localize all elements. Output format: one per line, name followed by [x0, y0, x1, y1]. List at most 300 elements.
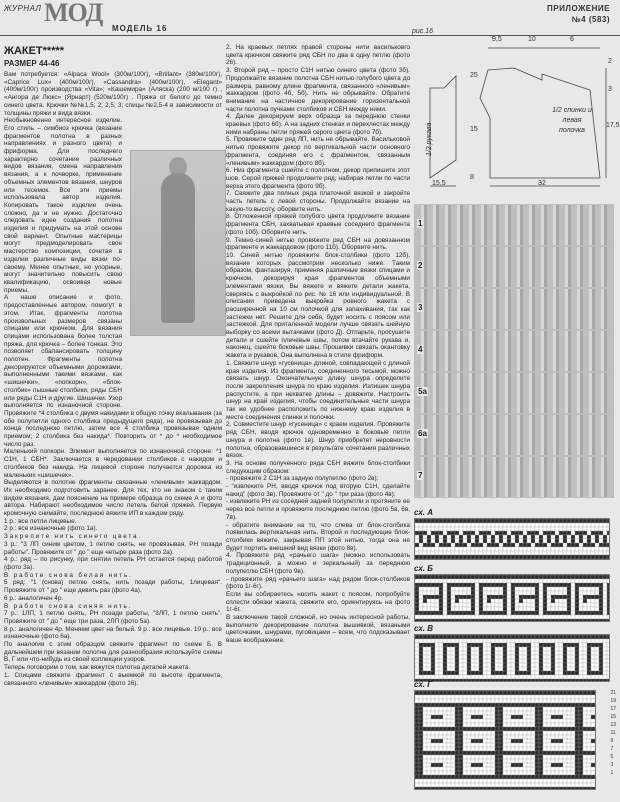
grid-cell — [555, 575, 559, 579]
grid-cell — [451, 543, 455, 547]
grid-cell — [607, 611, 610, 615]
grid-cell — [503, 743, 507, 747]
grid-cell — [479, 619, 483, 622]
grid-cell — [447, 551, 451, 555]
grid-cell — [447, 599, 451, 603]
grid-cell — [467, 591, 471, 595]
grid-cell — [531, 691, 535, 695]
grid-cell — [511, 663, 515, 667]
grid-cell — [491, 703, 495, 707]
grid-cell — [495, 703, 499, 707]
grid-cell — [531, 715, 535, 719]
grid-cell — [415, 635, 419, 639]
grid-cell — [535, 711, 539, 715]
grid-cell — [531, 663, 535, 667]
grid-cell — [519, 771, 523, 775]
grid-cell — [423, 763, 427, 767]
grid-cell — [607, 591, 610, 595]
grid-cell — [439, 651, 443, 655]
grid-cell — [507, 703, 511, 707]
grid-cell — [595, 587, 599, 591]
grid-cell — [591, 747, 595, 751]
grid-cell — [475, 535, 479, 539]
grid-cell — [495, 715, 499, 719]
grid-cell — [583, 643, 587, 647]
scheme-b — [414, 564, 616, 622]
grid-cell — [463, 759, 467, 763]
grid-cell — [527, 547, 531, 551]
grid-cell — [487, 751, 491, 755]
grid-cell — [459, 547, 463, 551]
grid-cell — [435, 643, 439, 647]
grid-cell — [515, 607, 519, 611]
grid-cell — [435, 527, 439, 531]
grid-cell — [575, 599, 579, 603]
grid-cell — [571, 651, 575, 655]
grid-cell — [503, 539, 507, 543]
grid-cell — [427, 751, 431, 755]
grid-cell — [467, 531, 471, 535]
grid-cell — [583, 715, 587, 719]
grid-cell — [511, 519, 515, 523]
grid-cell — [479, 579, 483, 583]
grid-cell — [527, 555, 531, 559]
grid-cell — [467, 603, 471, 607]
grid-cell — [607, 531, 610, 535]
grid-cell — [431, 771, 435, 775]
grid-cell — [459, 607, 463, 611]
grid-cell — [419, 727, 423, 731]
grid-cell — [575, 603, 579, 607]
grid-cell — [463, 711, 467, 715]
grid-cell — [567, 547, 571, 551]
grid-cell — [419, 591, 423, 595]
grid-cell — [599, 579, 603, 583]
grid-cell — [479, 743, 483, 747]
grid-cell — [499, 599, 503, 603]
grid-cell — [555, 731, 559, 735]
grid-cell — [575, 671, 579, 675]
grid-cell — [447, 735, 451, 739]
grid-cell — [439, 703, 443, 707]
grid-cell — [519, 675, 523, 679]
grid-cell — [503, 619, 507, 622]
grid-cell — [519, 595, 523, 599]
grid-cell — [443, 619, 447, 622]
grid-cell — [555, 775, 559, 779]
grid-cell — [575, 619, 579, 622]
grid-cell — [543, 619, 547, 622]
paragraph: 1. Свяжите шнур «гусеница» длиной, совпадающей с длиной края изделия. Из фрагмента, соединенного тесьмой, можно связать шнур. Окончательную длину шнура определите после закрепления шнура по краю изделия. Излишек шнура распустите, а при нехватке длины – довяжите. Настроить шнур на край изделия, чтобы соединительные части шнура так же удобнее расположить по нижнему краю изделия в месте соединения спинки и полочки. — [226, 359, 410, 421]
grid-cell — [539, 707, 543, 711]
grid-cell — [587, 635, 591, 639]
grid-cell — [515, 639, 519, 643]
grid-cell — [563, 591, 567, 595]
grid-cell — [547, 663, 551, 667]
grid-cell — [483, 535, 487, 539]
grid-cell — [535, 643, 539, 647]
grid-cell — [463, 535, 467, 539]
grid-cell — [555, 547, 559, 551]
grid-cell — [427, 703, 431, 707]
grid-cell — [599, 659, 603, 663]
grid-cell — [587, 711, 591, 715]
grid-cell — [559, 719, 563, 723]
grid-cell — [543, 779, 547, 783]
grid-cell — [487, 647, 491, 651]
grid-cell — [483, 655, 487, 659]
grid-cell — [475, 735, 479, 739]
grid-cell — [511, 647, 515, 651]
grid-cell — [511, 579, 515, 583]
grid-cell — [563, 643, 567, 647]
grid-cell — [435, 727, 439, 731]
grid-cell — [539, 527, 543, 531]
paragraph: 7. Свяжите два полных ряда платочной вязкой и закройте часть петель с левой стороны. Продолжайте вязание на какую-то высоту, оборвите нить. — [226, 190, 410, 213]
grid-cell — [471, 767, 475, 771]
grid-cell — [583, 527, 587, 531]
grid-cell — [431, 715, 435, 719]
grid-cell — [431, 635, 435, 639]
dim-label: 15 — [470, 126, 478, 133]
grid-cell — [543, 663, 547, 667]
grid-cell — [459, 743, 463, 747]
grid-cell — [591, 775, 595, 779]
size-heading: РАЗМЕР 44-46 — [4, 59, 60, 68]
grid-cell — [475, 643, 479, 647]
grid-cell — [447, 655, 451, 659]
grid-cell — [443, 551, 447, 555]
grid-cell — [591, 651, 595, 655]
grid-cell — [515, 751, 519, 755]
grid-cell — [487, 707, 491, 711]
grid-cell — [603, 663, 607, 667]
grid-cell — [483, 767, 487, 771]
grid-cell — [547, 607, 551, 611]
grid-cell — [543, 523, 547, 527]
grid-cell — [427, 731, 431, 735]
grid-cell — [531, 575, 535, 579]
grid-cell — [511, 539, 515, 543]
grid-cell — [423, 727, 427, 731]
grid-cell — [415, 695, 419, 699]
grid-cell — [495, 779, 499, 783]
grid-cell — [559, 523, 563, 527]
grid-cell — [419, 719, 423, 723]
grid-cell — [487, 547, 491, 551]
grid-cell — [539, 639, 543, 643]
grid-cell — [419, 603, 423, 607]
grid-cell — [527, 719, 531, 723]
grid-cell — [555, 635, 559, 639]
grid-cell — [571, 579, 575, 583]
grid-cell — [479, 587, 483, 591]
grid-cell — [567, 719, 571, 723]
grid-cell — [519, 655, 523, 659]
grid-cell — [495, 767, 499, 771]
grid-cell — [463, 547, 467, 551]
grid-cell — [591, 599, 595, 603]
grid-cell — [475, 583, 479, 587]
grid-cell — [423, 703, 427, 707]
grid-cell — [519, 719, 523, 723]
row-number: 9 — [610, 738, 614, 744]
grid-cell — [523, 767, 527, 771]
grid-cell — [527, 747, 531, 751]
grid-cell — [519, 583, 523, 587]
grid-cell — [479, 699, 483, 703]
grid-cell — [563, 619, 567, 622]
grid-cell — [579, 755, 583, 759]
grid-cell — [459, 751, 463, 755]
grid-cell — [471, 523, 475, 527]
grid-cell — [547, 723, 551, 727]
grid-cell — [447, 579, 451, 583]
grid-cell — [563, 659, 567, 663]
grid-cell — [431, 555, 435, 559]
grid-cell — [603, 531, 607, 535]
grid-cell — [567, 779, 571, 783]
grid-cell — [571, 711, 575, 715]
grid-cell — [443, 783, 447, 787]
grid-cell — [531, 535, 535, 539]
grid-cell — [415, 779, 419, 783]
grid-cell — [563, 531, 567, 535]
grid-cell — [455, 539, 459, 543]
grid-cell — [587, 775, 591, 779]
grid-cell — [435, 543, 439, 547]
grid-cell — [563, 711, 567, 715]
grid-cell — [455, 523, 459, 527]
grid-cell — [447, 751, 451, 755]
grid-cell — [539, 787, 543, 790]
grid-cell — [447, 647, 451, 651]
grid-cell — [463, 555, 467, 559]
grid-cell — [415, 659, 419, 663]
grid-cell — [467, 659, 471, 663]
grid-cell — [475, 667, 479, 671]
grid-cell — [495, 575, 499, 579]
grid-cell — [583, 615, 587, 619]
grid-cell — [559, 663, 563, 667]
grid-cell — [603, 527, 607, 531]
grid-cell — [427, 663, 431, 667]
grid-cell — [423, 639, 427, 643]
grid-cell — [443, 707, 447, 711]
grid-cell — [503, 591, 507, 595]
grid-cell — [583, 751, 587, 755]
grid-cell — [487, 543, 491, 547]
grid-cell — [479, 635, 483, 639]
grid-cell — [587, 519, 591, 523]
grid-cell — [551, 595, 555, 599]
grid-cell — [535, 519, 539, 523]
grid-cell — [451, 735, 455, 739]
grid-cell — [479, 527, 483, 531]
grid-cell — [439, 779, 443, 783]
grid-cell — [595, 655, 599, 659]
grid-cell — [443, 759, 447, 763]
grid-cell — [439, 787, 443, 790]
grid-cell — [439, 635, 443, 639]
grid-cell — [451, 747, 455, 751]
grid-cell — [579, 695, 583, 699]
grid-cell — [571, 539, 575, 543]
grid-cell — [467, 635, 471, 639]
grid-cell — [423, 543, 427, 547]
grid-cell — [579, 527, 583, 531]
grid-cell — [427, 615, 431, 619]
grid-cell — [499, 759, 503, 763]
grid-cell — [439, 583, 443, 587]
grid-cell — [463, 635, 467, 639]
grid-cell — [595, 639, 599, 643]
grid-cell — [467, 535, 471, 539]
grid-cell — [423, 591, 427, 595]
grid-cell — [519, 763, 523, 767]
grid-cell — [483, 635, 487, 639]
grid-cell — [583, 711, 587, 715]
grid-cell — [583, 695, 587, 699]
grid-cell — [419, 611, 423, 615]
grid-cell — [515, 519, 519, 523]
grid-cell — [595, 599, 599, 603]
grid-cell — [551, 747, 555, 751]
grid-cell — [475, 547, 479, 551]
grid-cell — [451, 659, 455, 663]
grid-cell — [519, 735, 523, 739]
grid-cell — [491, 543, 495, 547]
scheme-g — [414, 680, 616, 790]
grid-cell — [483, 779, 487, 783]
grid-cell — [515, 547, 519, 551]
grid-cell — [531, 671, 535, 675]
grid-cell — [511, 551, 515, 555]
grid-cell — [447, 523, 451, 527]
grid-cell — [459, 635, 463, 639]
grid-cell — [499, 611, 503, 615]
grid-cell — [607, 583, 610, 587]
grid-cell — [483, 787, 487, 790]
grid-cell — [479, 575, 483, 579]
grid-cell — [459, 759, 463, 763]
grid-cell — [503, 595, 507, 599]
grid-cell — [423, 691, 427, 695]
grid-cell — [543, 659, 547, 663]
grid-cell — [499, 783, 503, 787]
grid-cell — [455, 663, 459, 667]
grid-cell — [435, 707, 439, 711]
grid-cell — [607, 615, 610, 619]
grid-cell — [459, 535, 463, 539]
paragraph: 4 р.: ряд – по рисунку, при снятии петель РН остается перед работой (фото 3а). — [4, 556, 222, 571]
grid-cell — [503, 643, 507, 647]
grid-cell — [515, 775, 519, 779]
grid-cell — [503, 663, 507, 667]
grid-cell — [475, 523, 479, 527]
grid-cell — [535, 535, 539, 539]
grid-cell — [555, 735, 559, 739]
grid-cell — [523, 539, 527, 543]
grid-cell — [567, 523, 571, 527]
grid-cell — [475, 639, 479, 643]
grid-cell — [551, 531, 555, 535]
grid-cell — [487, 639, 491, 643]
sleeve-label: 1/2 рукава — [426, 122, 433, 156]
grid-cell — [443, 575, 447, 579]
grid-cell — [535, 667, 539, 671]
grid-cell — [503, 763, 507, 767]
grid-cell — [511, 703, 515, 707]
grid-cell — [547, 619, 551, 622]
grid-cell — [499, 583, 503, 587]
grid-cell — [539, 723, 543, 727]
grid-cell — [483, 783, 487, 787]
grid-cell — [499, 659, 503, 663]
grid-cell — [487, 779, 491, 783]
grid-cell — [507, 527, 511, 531]
grid-cell — [563, 603, 567, 607]
grid-cell — [547, 583, 551, 587]
grid-cell — [543, 671, 547, 675]
grid-cell — [459, 619, 463, 622]
grid-cell — [575, 767, 579, 771]
grid-cell — [443, 607, 447, 611]
grid-cell — [551, 547, 555, 551]
grid-cell — [539, 587, 543, 591]
grid-cell — [551, 775, 555, 779]
grid-cell — [531, 743, 535, 747]
grid-cell — [567, 659, 571, 663]
grid-cell — [499, 523, 503, 527]
grid-cell — [575, 647, 579, 651]
grid-cell — [583, 579, 587, 583]
grid-cell — [587, 763, 591, 767]
grid-cell — [579, 723, 583, 727]
grid-cell — [499, 767, 503, 771]
grid-cell — [495, 555, 499, 559]
grid-cell — [587, 599, 591, 603]
grid-cell — [563, 667, 567, 671]
grid-cell — [559, 667, 563, 671]
grid-cell — [579, 647, 583, 651]
grid-cell — [571, 703, 575, 707]
grid-cell — [507, 699, 511, 703]
grid-cell — [487, 663, 491, 667]
grid-cell — [519, 643, 523, 647]
grid-cell — [539, 775, 543, 779]
grid-cell — [527, 755, 531, 759]
grid-cell — [559, 535, 563, 539]
grid-cell — [535, 775, 539, 779]
grid-cell — [539, 575, 543, 579]
grid-cell — [443, 731, 447, 735]
grid-cell — [587, 643, 591, 647]
grid-cell — [443, 671, 447, 675]
grid-cell — [599, 535, 603, 539]
grid-cell — [527, 759, 531, 763]
grid-cell — [483, 663, 487, 667]
grid-cell — [419, 747, 423, 751]
grid-cell — [531, 531, 535, 535]
paragraph: 2 р.: все изнаночные (фото 1а). — [4, 525, 98, 533]
grid-cell — [575, 551, 579, 555]
grid-cell — [495, 615, 499, 619]
grid-cell — [535, 735, 539, 739]
grid-cell — [571, 719, 575, 723]
grid-cell — [591, 595, 595, 599]
grid-cell — [571, 583, 575, 587]
